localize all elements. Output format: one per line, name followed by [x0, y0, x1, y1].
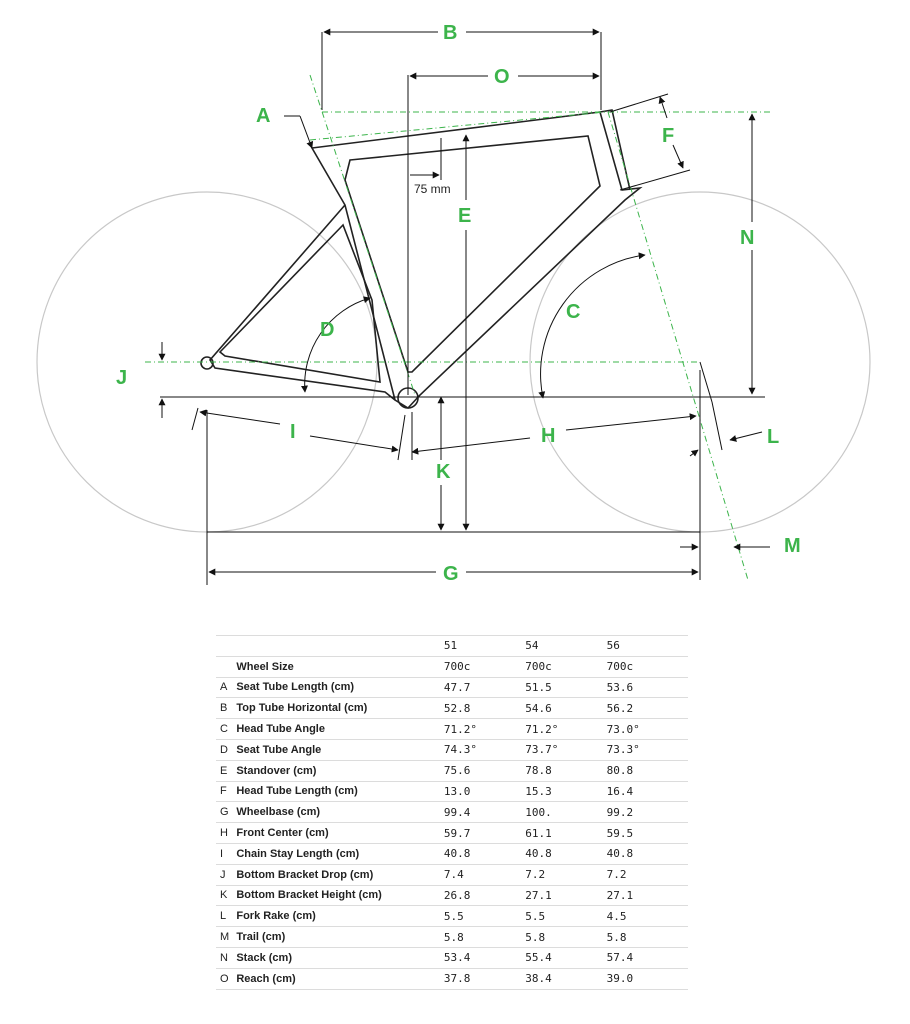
row-label: Stack (cm): [236, 947, 444, 968]
row-label: Chain Stay Length (cm): [236, 843, 444, 864]
row-letter: K: [216, 885, 236, 906]
row-value: 27.1: [607, 885, 688, 906]
table-row: [216, 864, 688, 885]
table-row: [216, 968, 688, 989]
row-value: 59.7: [444, 823, 525, 844]
label-n: N: [740, 227, 755, 249]
row-letter: D: [216, 739, 236, 760]
row-label: Head Tube Angle: [236, 719, 444, 740]
row-value: 7.2: [525, 864, 606, 885]
row-value: 61.1: [525, 823, 606, 844]
row-label: Bottom Bracket Drop (cm): [236, 864, 444, 885]
table-row: [216, 739, 688, 760]
label-k: K: [436, 461, 451, 483]
row-label: Wheel Size: [236, 656, 444, 677]
label-f: F: [662, 125, 675, 147]
table-row: [216, 781, 688, 802]
label-b: B: [443, 22, 458, 44]
table-row: [216, 823, 688, 844]
annotation-75mm: 75 mm: [414, 182, 451, 196]
row-value: 26.8: [444, 885, 525, 906]
row-label: Front Center (cm): [236, 823, 444, 844]
row-value: 27.1: [525, 885, 606, 906]
row-letter: I: [216, 843, 236, 864]
row-value: 15.3: [525, 781, 606, 802]
row-value: 700c: [525, 656, 606, 677]
row-letter: A: [216, 677, 236, 698]
row-value: 7.4: [444, 864, 525, 885]
label-o: O: [494, 66, 510, 88]
row-value: 75.6: [444, 760, 525, 781]
row-value: 99.2: [607, 802, 688, 823]
row-value: 5.8: [444, 927, 525, 948]
row-label: Trail (cm): [236, 927, 444, 948]
row-value: 52.8: [444, 698, 525, 719]
row-value: 40.8: [444, 843, 525, 864]
row-value: 73.7°: [525, 739, 606, 760]
label-g: G: [443, 563, 459, 585]
row-value: 55.4: [525, 947, 606, 968]
row-label: Top Tube Horizontal (cm): [236, 698, 444, 719]
row-value: 40.8: [525, 843, 606, 864]
row-value: 71.2°: [525, 719, 606, 740]
table-row: [216, 947, 688, 968]
label-c: C: [566, 301, 581, 323]
row-letter: N: [216, 947, 236, 968]
row-label: Seat Tube Angle: [236, 739, 444, 760]
table-row: [216, 698, 688, 719]
row-value: 39.0: [607, 968, 688, 989]
label-j: J: [116, 367, 128, 389]
row-letter: O: [216, 968, 236, 989]
row-value: 74.3°: [444, 739, 525, 760]
label-a: A: [256, 105, 271, 127]
row-value: 700c: [607, 656, 688, 677]
row-value: 73.3°: [607, 739, 688, 760]
table-row: [216, 843, 688, 864]
row-label: Seat Tube Length (cm): [236, 677, 444, 698]
table-row: [216, 802, 688, 823]
bike-frame: [201, 110, 640, 408]
row-letter: L: [216, 906, 236, 927]
dimension-lines: [160, 32, 770, 585]
row-value: 37.8: [444, 968, 525, 989]
row-value: 4.5: [607, 906, 688, 927]
row-value: 73.0°: [607, 719, 688, 740]
label-e: E: [458, 205, 472, 227]
row-letter: F: [216, 781, 236, 802]
row-letter: C: [216, 719, 236, 740]
row-value: 47.7: [444, 677, 525, 698]
row-value: 700c: [444, 656, 525, 677]
table-row: [216, 927, 688, 948]
row-value: 51.5: [525, 677, 606, 698]
label-m: M: [784, 535, 801, 557]
row-value: 5.8: [607, 927, 688, 948]
row-value: 78.8: [525, 760, 606, 781]
table-header-row: [216, 636, 688, 657]
label-i: I: [290, 421, 296, 443]
row-label: Standover (cm): [236, 760, 444, 781]
row-letter: E: [216, 760, 236, 781]
row-value: 56.2: [607, 698, 688, 719]
header-spacer: [216, 636, 236, 657]
row-value: 7.2: [607, 864, 688, 885]
row-letter: M: [216, 927, 236, 948]
row-value: 54.6: [525, 698, 606, 719]
table-row: [216, 885, 688, 906]
row-value: 59.5: [607, 823, 688, 844]
label-d: D: [320, 319, 335, 341]
table-row: [216, 719, 688, 740]
row-value: 57.4: [607, 947, 688, 968]
size-column-header: 56: [607, 636, 688, 657]
row-value: 38.4: [525, 968, 606, 989]
size-column-header: 54: [525, 636, 606, 657]
row-label: Reach (cm): [236, 968, 444, 989]
row-value: 40.8: [607, 843, 688, 864]
row-letter: H: [216, 823, 236, 844]
table-row: [216, 677, 688, 698]
row-label: Wheelbase (cm): [236, 802, 444, 823]
row-letter: B: [216, 698, 236, 719]
row-value: 71.2°: [444, 719, 525, 740]
row-value: 5.5: [444, 906, 525, 927]
row-label: Head Tube Length (cm): [236, 781, 444, 802]
header-spacer: [236, 636, 444, 657]
row-value: 5.8: [525, 927, 606, 948]
row-value: 53.4: [444, 947, 525, 968]
row-value: 13.0: [444, 781, 525, 802]
table-row: [216, 760, 688, 781]
row-value: 53.6: [607, 677, 688, 698]
label-l: L: [767, 426, 780, 448]
size-column-header: 51: [444, 636, 525, 657]
label-h: H: [541, 425, 556, 447]
row-value: 16.4: [607, 781, 688, 802]
row-value: 5.5: [525, 906, 606, 927]
geometry-table: [216, 635, 688, 990]
row-value: 80.8: [607, 760, 688, 781]
row-value: 99.4: [444, 802, 525, 823]
row-letter: J: [216, 864, 236, 885]
table-row: [216, 656, 688, 677]
table-row: [216, 906, 688, 927]
row-label: Fork Rake (cm): [236, 906, 444, 927]
row-label: Bottom Bracket Height (cm): [236, 885, 444, 906]
row-letter: G: [216, 802, 236, 823]
row-letter: [216, 656, 236, 677]
row-value: 100.: [525, 802, 606, 823]
